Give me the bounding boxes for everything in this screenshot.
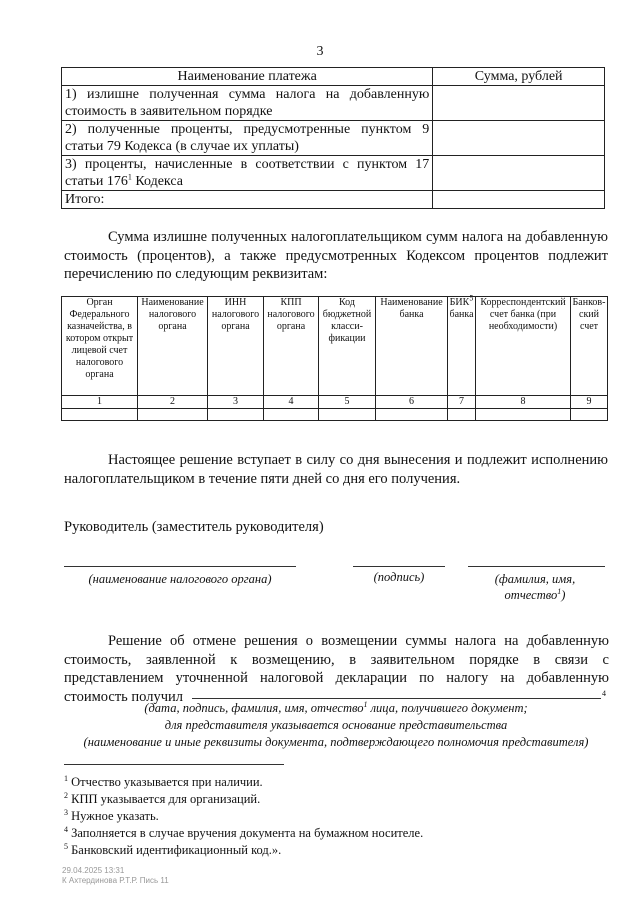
empty-cell xyxy=(62,409,138,421)
footnote-5: $^5$ Банковский идентификационный код.». xyxy=(64,841,282,857)
column-number: 3 xyxy=(208,396,264,409)
column-number: 2 xyxy=(138,396,208,409)
table-row xyxy=(62,121,605,156)
payment-row-1-sum xyxy=(433,86,605,121)
requisites-table xyxy=(61,293,608,421)
print-stamp xyxy=(62,866,169,886)
payment-row-1-name: 1) излишне полученная сумма налога на добавленную стоимость в заявительном порядке xyxy=(62,86,433,121)
table-row xyxy=(62,156,605,191)
signature-caption: (подпись) xyxy=(373,570,425,584)
payment-row-3-sum xyxy=(433,156,605,191)
column-number: 6 xyxy=(376,396,448,409)
footnote-2: $^2$ КПП указывается для организаций. xyxy=(64,790,261,806)
paragraph-effective: Настоящее решение вступает в силу со дня вынесения и подлежит исполнению налогоплательщиком в течение пяти дней со дня его получения. xyxy=(64,452,608,487)
empty-cell xyxy=(376,409,448,421)
empty-cell xyxy=(319,409,376,421)
footnote-separator xyxy=(64,764,284,765)
header-tax-authority-name: Наименование налогового органа xyxy=(138,297,208,396)
receipt-caption-line-1: (дата, подпись, фамилия, имя, отчество$^1$ лица, получившего документ; xyxy=(144,699,528,715)
header-corr-account: Корреспондентский счет банка (при необходимости) xyxy=(476,297,571,396)
empty-cell xyxy=(476,409,571,421)
fio-signature-line xyxy=(468,566,605,567)
total-value xyxy=(433,191,605,209)
table-header-row xyxy=(62,68,605,86)
table-total-row xyxy=(62,191,605,209)
payment-table xyxy=(61,67,605,209)
header-sum: Сумма, рублей xyxy=(433,68,605,86)
paragraph-requisites: Сумма излишне полученных налогоплательщиком сумм налога на добавленную стоимость (процентов), а также предусмотренных Кодексом процентов подлежит перечислению по следующим реквизитам: xyxy=(64,229,608,282)
empty-cell xyxy=(571,409,608,421)
footnote-4: $^4$ Заполняется в случае вручения документа на бумажном носителе. xyxy=(64,824,424,840)
header-kpp: КПП налогового органа xyxy=(264,297,319,396)
receipt-footnote-mark: 4 xyxy=(602,689,606,698)
table-row xyxy=(62,86,605,121)
column-number: 9 xyxy=(571,396,608,409)
print-stamp-date: 29.04.2025 13:31 xyxy=(62,866,125,875)
org-caption: (наименование налогового органа) xyxy=(88,572,272,586)
requisites-empty-row xyxy=(62,409,608,421)
header-bank-account: Банков-ский счет xyxy=(571,297,608,396)
header-treasury-body: Орган Федерального казначейства, в котором открыт лицевой счет налогового органа xyxy=(62,297,138,396)
fio-caption: (фамилия, имя, отчество$^1$) xyxy=(494,572,576,602)
empty-cell xyxy=(448,409,476,421)
total-label: Итого: xyxy=(62,191,433,209)
receipt-line xyxy=(192,698,601,699)
receipt-caption-line-3: (наименование и иные реквизиты документа, подтверждающего полномочия представителя) xyxy=(83,735,589,749)
column-numbers-row xyxy=(62,396,608,409)
header-kbk: Код бюджетной класси-фикации xyxy=(319,297,376,396)
column-number: 5 xyxy=(319,396,376,409)
payment-row-3-name: 3) проценты, начисленные в соответствии с пунктом 17 статьи $176^1$ Кодекса xyxy=(62,156,433,191)
column-number: 7 xyxy=(448,396,476,409)
empty-cell xyxy=(138,409,208,421)
print-stamp-user: К Ахтердинова Р.Т.Р. Пись 11 xyxy=(62,876,169,885)
receipt-caption-line-2: для представителя указывается основание представительства xyxy=(164,718,508,732)
payment-row-2-name: 2) полученные проценты, предусмотренные пунктом 9 статьи 79 Кодекса (в случае их уплаты) xyxy=(62,121,433,156)
column-number: 8 xyxy=(476,396,571,409)
empty-cell xyxy=(208,409,264,421)
page-number: 3 xyxy=(316,44,324,59)
header-bik: БИК$^5$ банка xyxy=(448,297,476,396)
column-number: 4 xyxy=(264,396,319,409)
header-bank-name: Наименование банка xyxy=(376,297,448,396)
header-inn: ИНН налогового органа xyxy=(208,297,264,396)
footnote-3: $^3$ Нужное указать. xyxy=(64,807,159,823)
footnote-1: $^1$ Отчество указывается при наличии. xyxy=(64,773,263,789)
requisites-header-row xyxy=(62,297,608,396)
payment-row-2-sum xyxy=(433,121,605,156)
receipt-caption xyxy=(64,700,608,751)
column-number: 1 xyxy=(62,396,138,409)
empty-cell xyxy=(264,409,319,421)
org-signature-line xyxy=(64,566,296,567)
signature-line xyxy=(353,566,445,567)
header-payment-name: Наименование платежа xyxy=(62,68,433,86)
paragraph-receipt: Решение об отмене решения о возмещении суммы налога на добавленную стоимость, заявленной к возмещению, в заявительном порядке в связи с представлением уточненной налоговой декларации по налогу на добавленную стоимость получил xyxy=(64,633,609,705)
head-label: Руководитель (заместитель руководителя) xyxy=(64,519,324,535)
